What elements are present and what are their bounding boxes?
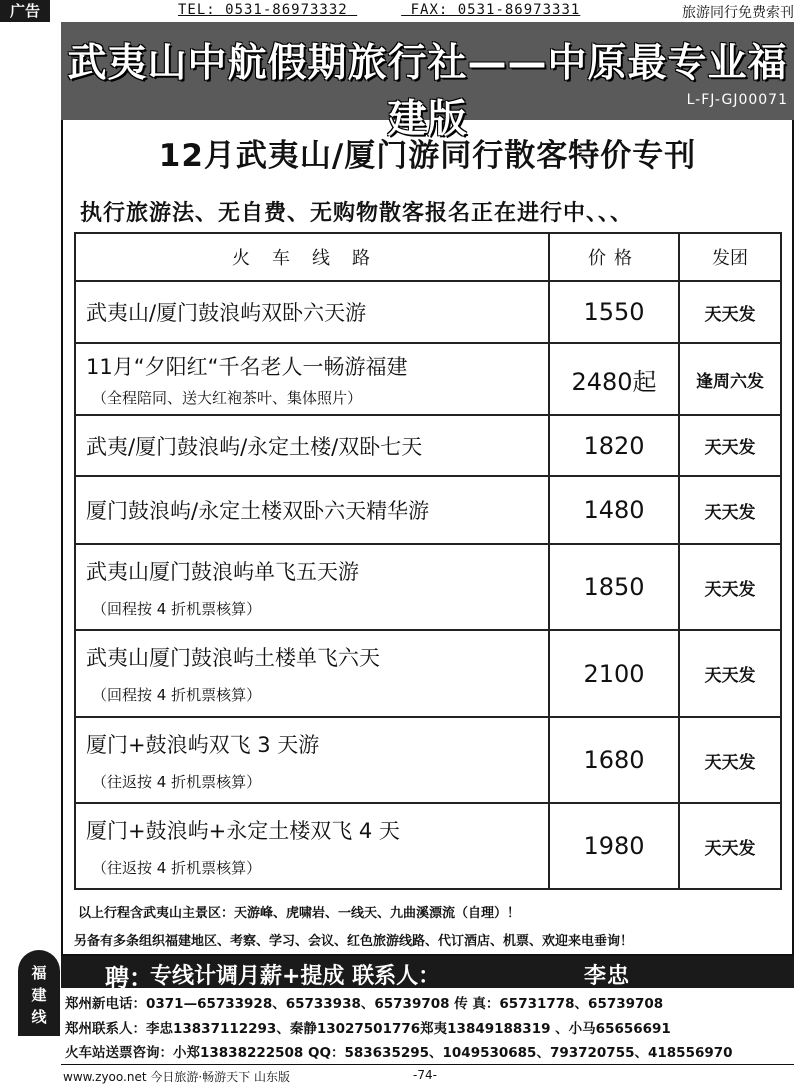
table-row xyxy=(75,544,781,630)
phone-line: 郑州新电话：0371—65733928、65733938、65739708 传 真：65731778、65739708 xyxy=(65,996,664,1012)
table-row xyxy=(75,281,781,343)
route-name: 厦门+鼓浪屿双飞 3 天游 xyxy=(86,732,320,757)
contact-numbers xyxy=(178,2,580,18)
route-note: （回程按 4 折机票核算） xyxy=(92,599,262,618)
route-price: 1480 xyxy=(549,476,679,544)
section-tab-char: 福 xyxy=(31,964,47,982)
section-tab-char: 线 xyxy=(31,1008,47,1026)
page-subtitle: 执行旅游法、无自费、无购物散客报名正在进行中、、、 xyxy=(80,201,634,226)
route-note: （往返按 4 折机票核算） xyxy=(92,858,262,877)
fax-number: FAX: 0531-86973331 xyxy=(410,2,581,18)
route-departure: 天天发 xyxy=(679,544,781,630)
route-name-cell xyxy=(75,717,549,803)
top-bar xyxy=(0,0,800,22)
table-row xyxy=(75,630,781,717)
route-price: 1550 xyxy=(549,281,679,343)
route-name: 11月“夕阳红“千名老人一畅游福建 xyxy=(86,354,408,379)
route-table xyxy=(74,232,782,890)
route-name-cell xyxy=(75,544,549,630)
route-price: 1680 xyxy=(549,717,679,803)
route-departure: 天天发 xyxy=(679,281,781,343)
recruit-text: 专线计调月薪+提成 联系人： xyxy=(150,964,441,989)
route-name: 武夷/厦门鼓浪屿/永定土楼/双卧七天 xyxy=(86,434,423,459)
table-row xyxy=(75,343,781,415)
license-code: L-FJ-GJ00071 xyxy=(686,92,788,108)
route-name-cell xyxy=(75,476,549,544)
route-price: 1820 xyxy=(549,415,679,476)
route-name-cell xyxy=(75,630,549,717)
route-name: 厦门+鼓浪屿+永定土楼双飞 4 天 xyxy=(86,818,400,843)
column-header-route: 火车线路 xyxy=(75,233,549,281)
route-name: 厦门鼓浪屿/永定土楼双卧六天精华游 xyxy=(86,499,430,523)
website-line: www.zyoo.net 今日旅游·畅游天下 山东版 xyxy=(63,1070,290,1084)
route-name-cell xyxy=(75,803,549,889)
table-row xyxy=(75,717,781,803)
table-row xyxy=(75,803,781,889)
page-footer xyxy=(61,1064,794,1087)
route-name-cell xyxy=(75,343,549,415)
route-name-cell xyxy=(75,281,549,343)
table-row xyxy=(75,476,781,544)
section-tab xyxy=(18,950,60,1036)
route-departure: 逢周六发 xyxy=(679,343,781,415)
route-price: 1850 xyxy=(549,544,679,630)
header-banner xyxy=(61,22,794,142)
column-header-price: 价格 xyxy=(549,233,679,281)
route-note: （回程按 4 折机票核算） xyxy=(92,686,262,704)
route-departure: 天天发 xyxy=(679,717,781,803)
table-row xyxy=(75,415,781,476)
route-departure: 天天发 xyxy=(679,803,781,889)
route-name: 武夷山/厦门鼓浪屿双卧六天游 xyxy=(86,301,367,325)
route-price: 2100 xyxy=(549,630,679,717)
route-name-cell xyxy=(75,415,549,476)
services-note: 另备有多条组织福建地区、考察、学习、会议、红色旅游线路、代订酒店、机票、欢迎来电垂询！ xyxy=(74,934,634,949)
route-price: 1980 xyxy=(549,803,679,889)
route-departure: 天天发 xyxy=(679,630,781,717)
index-label: 旅游同行免费索刊 xyxy=(682,5,794,21)
route-name: 武夷山厦门鼓浪屿单飞五天游 xyxy=(86,559,359,584)
recruit-contact: 李忠13837112293 xyxy=(584,964,764,1015)
route-departure: 天天发 xyxy=(679,476,781,544)
contacts-line: 郑州联系人：李忠13837112293、秦静13027501776郑夷13849188319 、小马65656691 xyxy=(65,1021,671,1037)
scenic-note: 以上行程含武夷山主景区：天游峰、虎啸岩、一线天、九曲溪漂流（自理）！ xyxy=(78,906,521,921)
agency-name: 武夷山中航假期旅行社——中原最专业福建版 xyxy=(67,41,788,142)
column-header-departure: 发团 xyxy=(679,233,781,281)
table-header-row xyxy=(75,233,781,281)
recruit-label: 聘： xyxy=(105,964,153,992)
route-name: 武夷山厦门鼓浪屿土楼单飞六天 xyxy=(86,646,380,670)
route-price: 2480起 xyxy=(549,343,679,415)
section-tab-char: 建 xyxy=(31,986,47,1004)
page-number: -74- xyxy=(413,1068,437,1082)
page-title: 12月武夷山/厦门游同行散客特价专刊 xyxy=(158,138,697,174)
route-note: （往返按 4 折机票核算） xyxy=(92,772,262,791)
tel-number: TEL: 0531-86973332 xyxy=(178,2,348,18)
ad-tag: 广告 xyxy=(0,0,50,22)
route-departure: 天天发 xyxy=(679,415,781,476)
route-note: （全程陪同、送大红袍茶叶、集体照片） xyxy=(92,388,363,407)
station-line: 火车站送票咨询：小郑13838222508 QQ：583635295、1049530685、793720755、418556970 xyxy=(65,1045,733,1061)
